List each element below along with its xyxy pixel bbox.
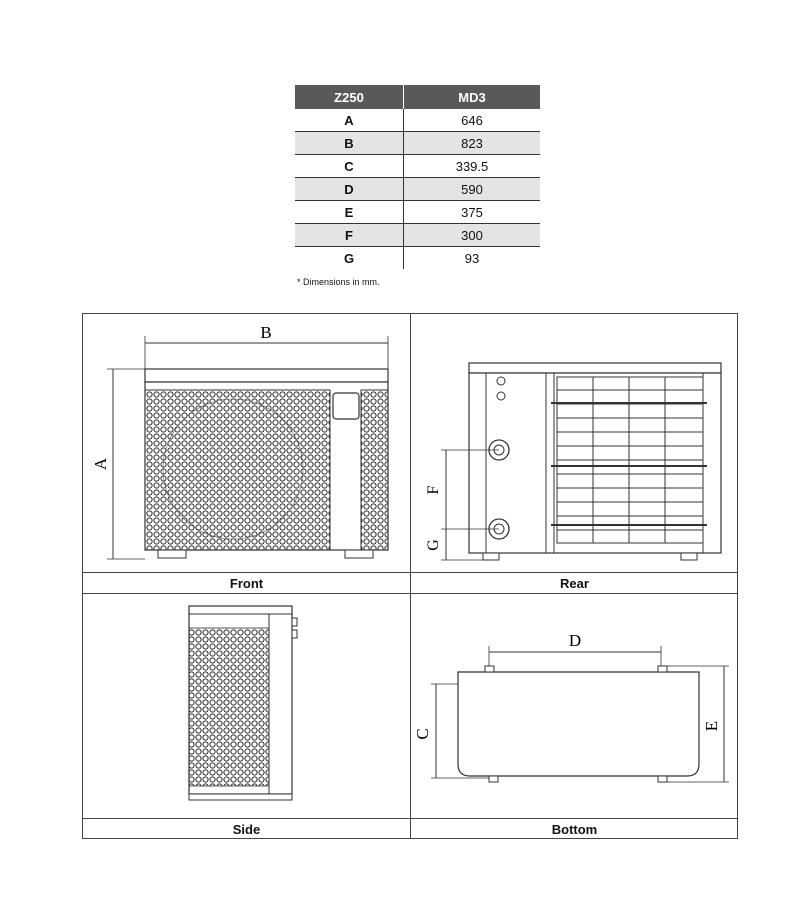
- dim-e-label: E: [702, 720, 721, 732]
- dim-value: 375: [404, 201, 541, 224]
- table-row: [295, 109, 540, 132]
- dim-label: G: [295, 247, 404, 270]
- bottom-view-drawing: [411, 594, 738, 818]
- dim-a-label: A: [91, 457, 110, 471]
- table-row: [295, 155, 540, 178]
- front-caption: Front: [229, 576, 264, 591]
- dim-label: C: [295, 155, 404, 178]
- dim-value: 823: [404, 132, 541, 155]
- dim-value: 646: [404, 109, 541, 132]
- table-row: [295, 201, 540, 224]
- side-view-drawing: [83, 594, 410, 818]
- model-header: Z250: [295, 85, 404, 109]
- dim-c-label: C: [413, 728, 432, 740]
- table-row: [295, 132, 540, 155]
- dim-label: D: [295, 178, 404, 201]
- drawings-grid: [82, 313, 738, 839]
- table-row: [295, 224, 540, 247]
- dim-b-label: B: [260, 323, 272, 342]
- rear-caption: Rear: [560, 576, 589, 591]
- table-header-row: [295, 85, 540, 109]
- dim-d-label: D: [568, 631, 582, 650]
- table-row: [295, 178, 540, 201]
- rear-view-drawing: [411, 314, 738, 572]
- dim-g-label: G: [425, 539, 442, 551]
- dim-label: B: [295, 132, 404, 155]
- dimensions-note: * Dimensions in mm.: [297, 277, 380, 287]
- dim-label: F: [295, 224, 404, 247]
- front-view-drawing: [83, 314, 410, 572]
- dimensions-table: [295, 85, 540, 269]
- variant-header: MD3: [404, 85, 541, 109]
- dim-label: A: [295, 109, 404, 132]
- dim-label: E: [295, 201, 404, 224]
- dim-value: 300: [404, 224, 541, 247]
- table-row: [295, 247, 540, 270]
- dim-f-label: F: [425, 485, 442, 495]
- dim-value: 339.5: [404, 155, 541, 178]
- bottom-caption: Bottom: [551, 822, 598, 837]
- side-caption: Side: [232, 822, 261, 837]
- dim-value: 590: [404, 178, 541, 201]
- dim-value: 93: [464, 250, 480, 266]
